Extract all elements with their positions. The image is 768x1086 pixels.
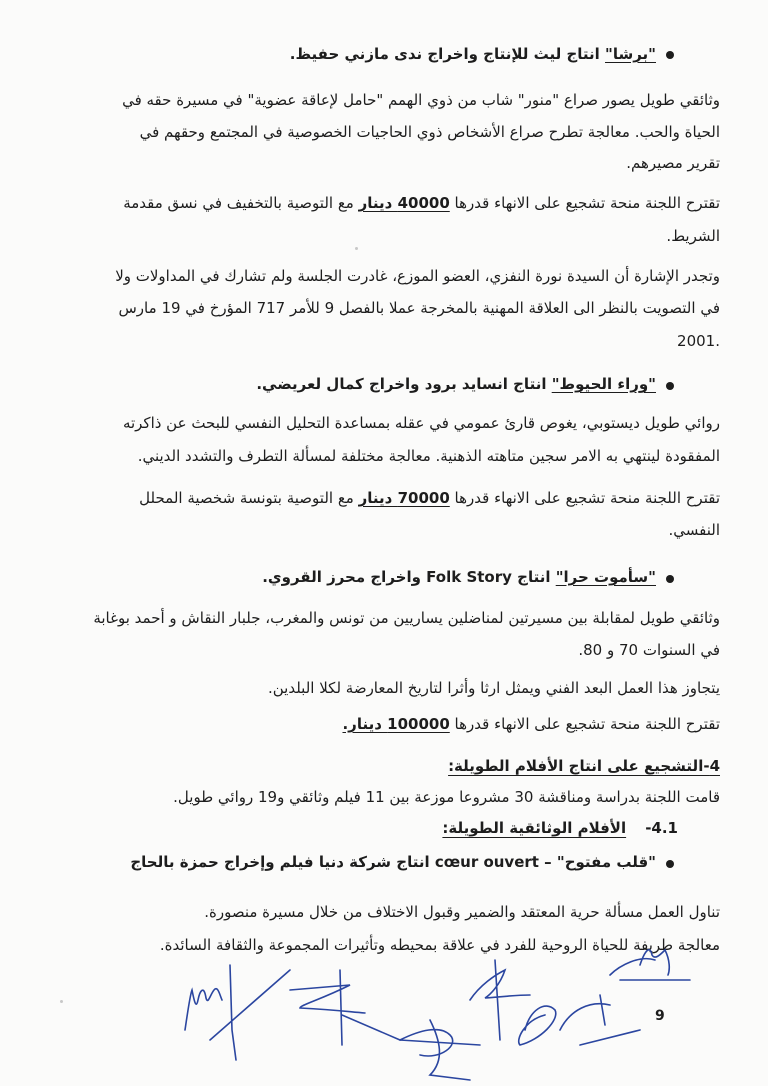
- grant-amount: 70000 دينار: [358, 489, 450, 507]
- paragraph-line: الشريط.: [666, 227, 720, 245]
- subsection-title: الأفلام الوثائقية الطويلة:: [442, 819, 627, 837]
- paragraph-line: .2001: [677, 332, 720, 350]
- paragraph-line: في السنوات 70 و 80.: [578, 641, 720, 659]
- paragraph-line: تناول العمل مسألة حرية المعتقد والضمير وقبول الاختلاف من خلال مسيرة منصورة.: [204, 903, 720, 921]
- film-credits: انتاج شركة دنيا فيلم وإخراج حمزة بالحاج: [130, 853, 435, 871]
- page-number: 9: [655, 1008, 665, 1024]
- grant-prefix: تقترح اللجنة منحة تشجيع على الانهاء قدرها: [449, 715, 720, 733]
- paragraph-line: معالجة طريفة للحياة الروحية للفرد في علاقة بمحيطه وتأثيرات المجموعة والثقافة السائدة.: [159, 936, 720, 954]
- grant-amount: 40000 دينار: [358, 194, 450, 212]
- film-title: "قلب مفتوح" –: [538, 853, 656, 871]
- signature-5: [519, 995, 640, 1045]
- film-credits: انتاج انسايد برود واخراج كمال لعريضي.: [256, 375, 552, 393]
- paragraph-line: وتجدر الإشارة أن السيدة نورة النفزي، العضو الموزع، غادرت الجلسة ولم تشارك في المداولات ولا: [115, 267, 720, 285]
- scan-speck: [60, 1000, 63, 1003]
- grant-suffix: مع التوصية بالتخفيف في نسق مقدمة: [123, 194, 359, 212]
- film-credits: انتاج: [511, 568, 556, 586]
- paragraph-line: في التصويت بالنظر الى العلاقة المهنية بالمخرجة عملا بالفصل 9 للأمر 717 المؤرخ في 19 مارس: [118, 299, 720, 317]
- signature-6: [610, 950, 690, 980]
- paragraph-line: وثائقي طويل يصور صراع "منور" شاب من ذوي الهمم "حامل لإعاقة عضوية" في مسيرة حقه في: [122, 91, 720, 109]
- film-title: "سأموت حرا": [555, 568, 656, 586]
- film-title: "برشا": [605, 45, 656, 63]
- signature-3: [400, 1020, 480, 1080]
- grant-prefix: تقترح اللجنة منحة تشجيع على الانهاء قدرها: [449, 489, 720, 507]
- film-title-fr: cœur ouvert: [434, 853, 539, 871]
- film-credits: واخراج محرز القروي.: [262, 568, 427, 586]
- scan-speck: [355, 247, 358, 250]
- signature-2: [290, 970, 400, 1045]
- grant-amount: 100000 دينار.: [342, 715, 450, 733]
- paragraph-line: النفسي.: [668, 521, 720, 539]
- section-summary: قامت اللجنة بدراسة ومناقشة 30 مشروعا موزعة بين 11 فيلم وثائقي و19 روائي طويل.: [173, 788, 720, 806]
- film-credits: انتاج ليث للإنتاج واخراج ندى مازني حفيظ.: [289, 45, 606, 63]
- paragraph-line: تقرير مصيرهم.: [626, 154, 720, 172]
- film-title: "وراء الحيوط": [551, 375, 656, 393]
- grant-prefix: تقترح اللجنة منحة تشجيع على الانهاء قدرها: [449, 194, 720, 212]
- paragraph-line: يتجاوز هذا العمل البعد الفني ويمثل ارثا وأثرا لتاريخ المعارضة لكلا البلدين.: [267, 679, 720, 697]
- subsection-number: 4.1-: [645, 819, 678, 837]
- paragraph-line: وثائقي طويل لمقابلة بين مسيرتين لمناضلين يساريين من تونس والمغرب، جلبار النقاش و أحمد بوغابة: [93, 609, 720, 627]
- section-heading: 4-التشجيع على انتاج الأفلام الطويلة:: [448, 757, 720, 775]
- grant-suffix: مع التوصية بتونسة شخصية المحلل: [139, 489, 359, 507]
- paragraph-line: روائي طويل ديستوبي، يغوص قارئ عمومي في عقله بمساعدة التحليل النفسي للبحث عن ذاكرته: [122, 414, 720, 432]
- paragraph-line: المفقودة لينتهي به الامر سجين متاهته الذهنية. معالجة مختلفة لمسألة التطرف والتشدد الديني.: [137, 447, 720, 465]
- producer-name: Folk Story: [426, 568, 512, 586]
- signature-4: [470, 960, 530, 1040]
- signature-1: [185, 965, 290, 1060]
- paragraph-line: الحياة والحب. معالجة تطرح صراع الأشخاص ذوي الحاجيات الخصوصية في المجتمع وحقهم في: [139, 123, 720, 141]
